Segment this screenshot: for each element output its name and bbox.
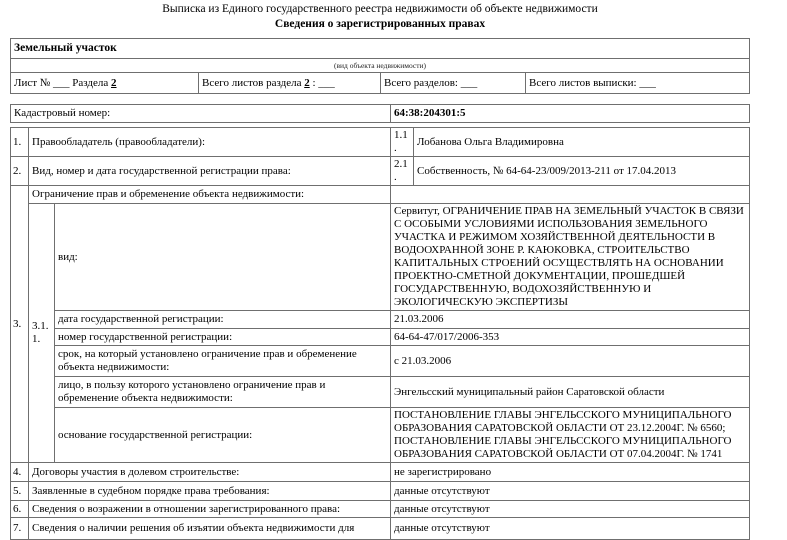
row-label: Договоры участия в долевом строительстве: [29,463,391,482]
table-row [11,501,750,518]
sheet-total-section-number: 2 [304,76,310,89]
restriction-item-row [11,346,750,377]
table-row [11,157,750,186]
row-label: Сведения о возражении в отношении зарегистрированного права: [29,501,391,518]
restriction-item-row [11,204,750,311]
restriction-item-value: 64-64-47/017/2006-353 [391,329,750,346]
row-label: Сведения о наличии решения об изъятии объекта недвижимости для [29,518,391,540]
restriction-header-empty-cell [391,186,750,204]
row-value: данные отсутствуют [391,518,750,540]
cadastral-value: 64:38:204301:5 [391,105,750,123]
restriction-item-value: Энгельсский муниципальный район Саратовской области [391,377,750,408]
row-number: 1. [11,128,29,157]
restriction-item-row [11,329,750,346]
restriction-item-value: с 21.03.2006 [391,346,750,377]
object-type-caption: (вид объекта недвижимости) [11,59,750,73]
sheet-row [11,73,750,94]
cadastral-label: Кадастровый номер: [11,105,391,123]
restriction-item-label: лицо, в пользу которого установлено ограничение прав и обременение объекта недвижимости: [55,377,391,408]
rights-table [10,127,750,540]
object-type: Земельный участок [11,39,750,59]
row-number: 2. [11,157,29,186]
document-header [10,3,750,30]
object-type-table [10,38,750,94]
sheet-total-section-text: Всего листов раздела [202,76,305,89]
section3-number: 3. [11,186,29,463]
restriction-item-label: основание государственной регистрации: [55,408,391,463]
row-number: 4. [11,463,29,482]
row-subnumber: 1.1. [391,128,414,157]
restriction-item-label: номер государственной регистрации: [55,329,391,346]
restriction-item-row [11,377,750,408]
section3-subnumber: 3.1.1. [29,204,55,463]
restriction-item-value: Сервитут, ОГРАНИЧЕНИЕ ПРАВ НА ЗЕМЕЛЬНЫЙ УЧАСТОК В СВЯЗИ С ОСОБЫМИ УСЛОВИЯМИ ИСПОЛЬЗОВАНИЯ ЗЕМЕЛЬНОГО УЧАСТКА И РЕЖИМОМ ХОЗЯЙСТВЕННОЙ ДЕЯТЕЛЬНОСТИ В ВОДООХРАННОЙ ЗОНЕ Р. КАЮКОВКА, СТРОИТЕЛЬСТВО КАПИТАЛЬНЫХ СТРОЕНИЙ ОСУЩЕСТВЛЯТЬ НА ОСНОВАНИИ ПРОЕКТНО-СМЕТНОЙ ДОКУМЕНТАЦИИ, ПРОШЕДШЕЙ ГОСУДАРСТВЕННУЮ, ВОДОХОЗЯЙСТВЕННУЮ И ЭКОЛОГИЧЕСКУЮ ЭКСПЕРТИЗЫ [391,204,750,311]
restriction-header: Ограничение прав и обременение объекта недвижимости: [29,186,391,204]
cadastral-table [10,104,750,123]
row-label: Заявленные в судебном порядке права требования: [29,482,391,501]
sheet-total-section-cell [199,73,381,94]
sheet-section-number: 2 [111,76,117,89]
document-subtitle: Сведения о зарегистрированных правах [274,18,486,30]
restriction-item-row [11,311,750,329]
sheet-total-section-blank: : ___ [309,76,335,89]
row-value: не зарегистрировано [391,463,750,482]
sheet-number-cell [11,73,199,94]
table-row [11,482,750,501]
row-value: Собственность, № 64-64-23/009/2013-211 от 17.04.2013 [414,157,750,186]
restriction-item-value: 21.03.2006 [391,311,750,329]
table-row [11,128,750,157]
row-subnumber: 2.1. [391,157,414,186]
restriction-item-label: срок, на который установлено ограничение прав и обременение объекта недвижимости: [55,346,391,377]
restriction-item-label: вид: [55,204,391,311]
row-value: данные отсутствуют [391,501,750,518]
sheet-total-sections-cell: Всего разделов: ___ [381,73,526,94]
restriction-item-label: дата государственной регистрации: [55,311,391,329]
row-value: Лобанова Ольга Владимировна [414,128,750,157]
row-number: 6. [11,501,29,518]
row-label: Правообладатель (правообладатели): [29,128,391,157]
document-title: Выписка из Единого государственного реестра недвижимости об объекте недвижимости [162,3,598,15]
restriction-item-row [11,408,750,463]
restriction-item-value: ПОСТАНОВЛЕНИЕ ГЛАВЫ ЭНГЕЛЬССКОГО МУНИЦИПАЛЬНОГО ОБРАЗОВАНИЯ САРАТОВСКОЙ ОБЛАСТИ ОТ 23.12.2004Г. № 6560; ПОСТАНОВЛЕНИЕ ГЛАВЫ ЭНГЕЛЬССКОГО МУНИЦИПАЛЬНОГО ОБРАЗОВАНИЯ САРАТОВСКОЙ ОБЛАСТИ ОТ 07.04.2004Г. № 1741 [391,408,750,463]
sheet-number-text: Лист № ___ Раздела [14,76,112,89]
row-number: 5. [11,482,29,501]
row-number: 7. [11,518,29,540]
row-label: Вид, номер и дата государственной регистрации права: [29,157,391,186]
restriction-header-row [11,186,750,204]
row-value: данные отсутствуют [391,482,750,501]
sheet-total-pages-cell: Всего листов выписки: ___ [526,73,750,94]
table-row [11,463,750,482]
table-row [11,518,750,540]
